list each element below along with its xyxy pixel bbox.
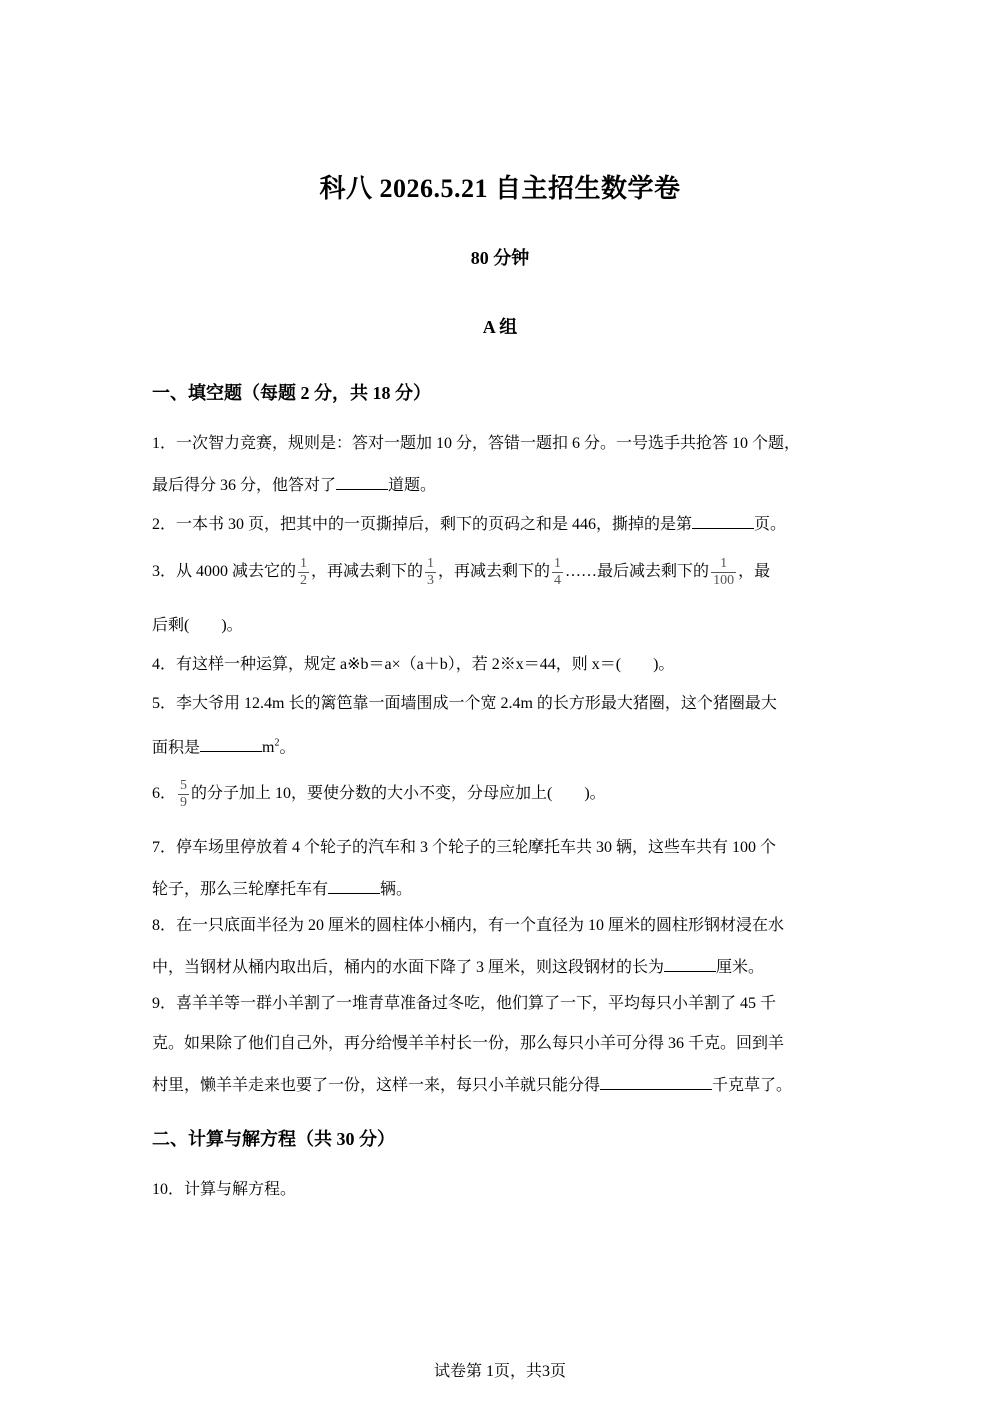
question-2-text: 2．一本书 30 页，把其中的一页撕掉后，剩下的页码之和是 446，撕掉的是第 [152, 516, 693, 533]
question-2 [152, 512, 786, 535]
question-1-line-2 [152, 473, 436, 496]
question-6-text: 的分子加上 10，要使分数的大小不变，分母应加上( )。 [191, 785, 606, 802]
question-5-text: 面积是 [152, 739, 201, 757]
question-7-line-2 [152, 877, 412, 900]
unit-square-meter: $m^2$ [262, 738, 280, 757]
question-9-text: 村里，懒羊羊走来也要了一份，这样一来，每只小羊就只能分得 [152, 1077, 601, 1094]
question-5-tail: 。 [279, 739, 296, 757]
fraction-one-third: $\frac{1}{3}$ [427, 555, 435, 588]
question-10: 10．计算与解方程。 [152, 1181, 297, 1198]
section-heading-calculation: 二、计算与解方程（共 30 分） [152, 1129, 395, 1149]
fraction-one-quarter: $\frac{1}{4}$ [554, 555, 562, 588]
fraction-one-hundredth: $\frac{1}{100}$ [713, 555, 735, 588]
question-2-tail: 页。 [754, 516, 787, 533]
fraction-one-half: $\frac{1}{2}$ [300, 555, 308, 588]
question-5-line-1: 5．李大爷用 12.4m 长的篱笆靠一面墙围成一个宽 2.4m 的长方形最大猪圈，这个猪圈最大 [152, 695, 777, 712]
question-1-text: 最后得分 36 分，他答对了 [152, 477, 337, 494]
answer-blank[interactable] [664, 955, 716, 972]
question-5-line-2 [152, 734, 295, 758]
answer-blank[interactable] [692, 512, 754, 529]
exam-group: A 组 [482, 317, 518, 337]
question-3-text-e: ，最 [738, 563, 771, 580]
question-9-line-2: 克。如果除了他们自己外，再分给慢羊羊村长一份，那么每只小羊可分得 36 千克。回到羊 [152, 1035, 785, 1052]
question-9-tail: 千克草了。 [712, 1077, 793, 1094]
question-6-number: 6． [152, 785, 177, 802]
question-1-line-1: 1．一次智力竞赛，规则是：答对一题加 10 分，答错一题扣 6 分。一号选手共抢答 10 个题， [152, 435, 801, 452]
question-8-text: 中，当钢材从桶内取出后，桶内的水面下降了 3 厘米，则这段钢材的长为 [152, 959, 665, 976]
question-3-text-b: ，再减去剩下的 [311, 563, 424, 580]
question-1-tail: 道题。 [388, 477, 437, 494]
question-6 [152, 772, 606, 816]
exam-duration: 80 分钟 [470, 248, 530, 268]
question-7-tail: 辆。 [380, 881, 413, 898]
question-4: 4．有这样一种运算，规定 a※b＝a×（a＋b），若 2※x＝44，则 x＝( )。 [152, 656, 675, 673]
question-8-line-1: 8．在一只底面半径为 20 厘米的圆柱体小桶内，有一个直径为 10 厘米的圆柱形钢材浸在水 [152, 917, 785, 934]
question-9-line-1: 9．喜羊羊等一群小羊割了一堆青草准备过冬吃，他们算了一下，平均每只小羊割了 45 千 [152, 995, 777, 1012]
question-8-tail: 厘米。 [716, 959, 765, 976]
page-footer: 试卷第 1页，共3页 [433, 1363, 566, 1380]
answer-blank[interactable] [200, 735, 262, 752]
question-7-text: 轮子，那么三轮摩托车有 [152, 881, 329, 898]
question-8-line-2 [152, 955, 764, 978]
section-heading-fill-in: 一、填空题（每题 2 分，共 18 分） [152, 383, 431, 403]
question-3-text-a: 3．从 4000 减去它的 [152, 563, 297, 580]
question-9-line-3 [152, 1073, 792, 1096]
page-title: 科八 2026.5.21 自主招生数学卷 [319, 174, 681, 203]
question-3-text-c: ，再减去剩下的 [438, 563, 551, 580]
question-7-line-1: 7．停车场里停放着 4 个轮子的汽车和 3 个轮子的三轮摩托车共 30 辆，这些车共有 100 个 [152, 839, 777, 856]
question-3-text-d: ……最后减去剩下的 [565, 563, 710, 580]
question-3-line-2: 后剩( )。 [152, 617, 243, 634]
fraction-five-ninths: $\frac{5}{9}$ [180, 777, 188, 810]
answer-blank[interactable] [328, 877, 380, 894]
question-3-line-1 [152, 552, 770, 592]
answer-blank[interactable] [600, 1073, 712, 1090]
answer-blank[interactable] [336, 473, 388, 490]
